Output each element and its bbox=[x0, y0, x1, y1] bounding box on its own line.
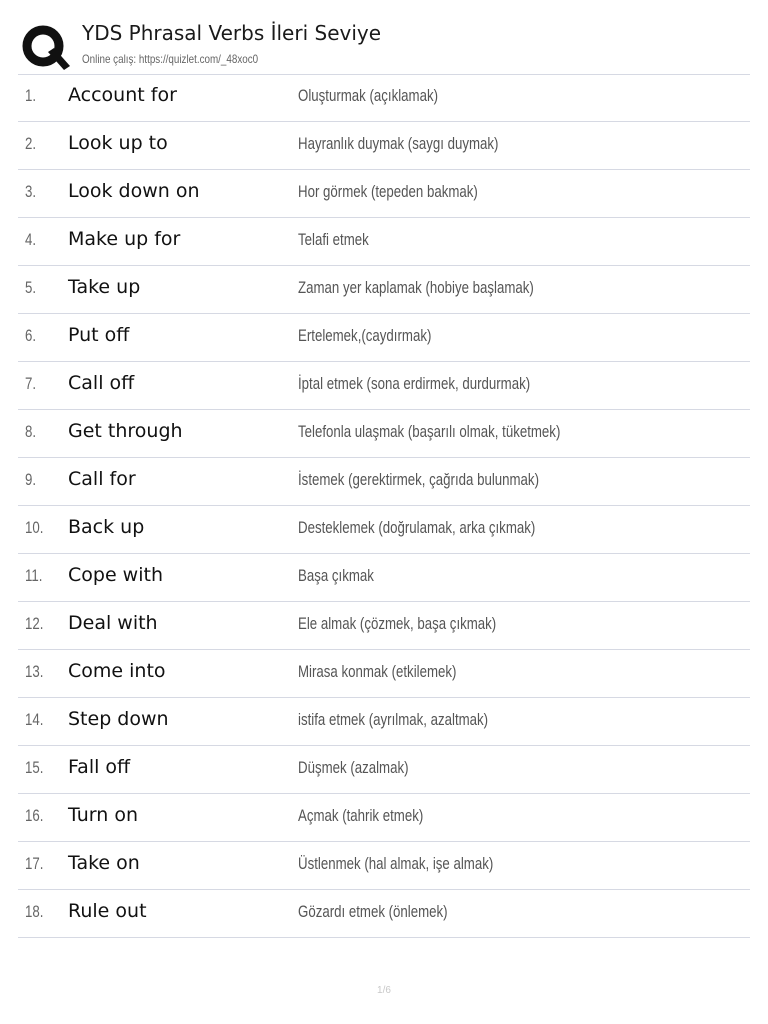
item-number: 12. bbox=[25, 614, 44, 633]
list-item bbox=[18, 362, 750, 410]
term: Call for bbox=[68, 468, 136, 490]
term: Put off bbox=[68, 324, 130, 346]
list-item bbox=[18, 458, 750, 506]
definition: Hayranlık duymak (saygı duymak) bbox=[298, 134, 499, 153]
term: Look down on bbox=[68, 180, 200, 202]
list-item bbox=[18, 506, 750, 554]
definition: Mirasa konmak (etkilemek) bbox=[298, 662, 457, 681]
term: Back up bbox=[68, 516, 145, 538]
item-number: 9. bbox=[25, 470, 37, 489]
item-number: 3. bbox=[25, 182, 37, 201]
item-number: 2. bbox=[25, 134, 37, 153]
item-number: 18. bbox=[25, 902, 44, 921]
term: Come into bbox=[68, 660, 166, 682]
definition: Ertelemek,(caydırmak) bbox=[298, 326, 432, 345]
vocab-list bbox=[18, 74, 750, 938]
item-number: 4. bbox=[25, 230, 37, 249]
definition: Ele almak (çözmek, başa çıkmak) bbox=[298, 614, 497, 633]
term: Account for bbox=[68, 84, 177, 106]
term: Deal with bbox=[68, 612, 158, 634]
list-item bbox=[18, 650, 750, 698]
quizlet-q-logo-icon bbox=[20, 22, 70, 72]
term: Rule out bbox=[68, 900, 147, 922]
list-item bbox=[18, 266, 750, 314]
list-item bbox=[18, 890, 750, 938]
list-item bbox=[18, 698, 750, 746]
item-number: 15. bbox=[25, 758, 44, 777]
item-number: 16. bbox=[25, 806, 44, 825]
definition: Üstlenmek (hal almak, işe almak) bbox=[298, 854, 494, 873]
definition: Zaman yer kaplamak (hobiye başlamak) bbox=[298, 278, 534, 297]
list-item bbox=[18, 74, 750, 122]
term: Step down bbox=[68, 708, 169, 730]
definition: Düşmek (azalmak) bbox=[298, 758, 409, 777]
definition: Desteklemek (doğrulamak, arka çıkmak) bbox=[298, 518, 536, 537]
list-item bbox=[18, 794, 750, 842]
definition: istifa etmek (ayrılmak, azaltmak) bbox=[298, 710, 489, 729]
term: Take on bbox=[68, 852, 140, 874]
item-number: 6. bbox=[25, 326, 37, 345]
term: Look up to bbox=[68, 132, 168, 154]
definition: Telafi etmek bbox=[298, 230, 369, 249]
definition: Başa çıkmak bbox=[298, 566, 374, 585]
list-item bbox=[18, 122, 750, 170]
definition: İptal etmek (sona erdirmek, durdurmak) bbox=[298, 374, 531, 393]
item-number: 10. bbox=[25, 518, 44, 537]
page-header bbox=[18, 18, 750, 75]
term: Turn on bbox=[68, 804, 138, 826]
list-item bbox=[18, 170, 750, 218]
term: Make up for bbox=[68, 228, 181, 250]
page-title: YDS Phrasal Verbs İleri Seviye bbox=[82, 21, 382, 45]
term: Call off bbox=[68, 372, 135, 394]
item-number: 1. bbox=[25, 86, 37, 105]
term: Take up bbox=[68, 276, 141, 298]
item-number: 13. bbox=[25, 662, 44, 681]
list-item bbox=[18, 842, 750, 890]
list-item bbox=[18, 554, 750, 602]
item-number: 5. bbox=[25, 278, 37, 297]
list-item bbox=[18, 218, 750, 266]
list-item bbox=[18, 410, 750, 458]
study-link[interactable]: Online çalış: https://quizlet.com/_48xoc0 bbox=[82, 52, 259, 66]
term: Fall off bbox=[68, 756, 131, 778]
definition: Hor görmek (tepeden bakmak) bbox=[298, 182, 478, 201]
definition: Gözardı etmek (önlemek) bbox=[298, 902, 448, 921]
definition: İstemek (gerektirmek, çağrıda bulunmak) bbox=[298, 470, 539, 489]
item-number: 17. bbox=[25, 854, 44, 873]
page-number: 1/6 bbox=[377, 985, 391, 996]
list-item bbox=[18, 746, 750, 794]
list-item bbox=[18, 602, 750, 650]
definition: Açmak (tahrik etmek) bbox=[298, 806, 424, 825]
definition: Oluşturmak (açıklamak) bbox=[298, 86, 438, 105]
item-number: 8. bbox=[25, 422, 37, 441]
list-item bbox=[18, 314, 750, 362]
definition: Telefonla ulaşmak (başarılı olmak, tüketmek) bbox=[298, 422, 561, 441]
term: Cope with bbox=[68, 564, 163, 586]
item-number: 7. bbox=[25, 374, 37, 393]
term: Get through bbox=[68, 420, 183, 442]
item-number: 14. bbox=[25, 710, 44, 729]
item-number: 11. bbox=[25, 566, 43, 585]
